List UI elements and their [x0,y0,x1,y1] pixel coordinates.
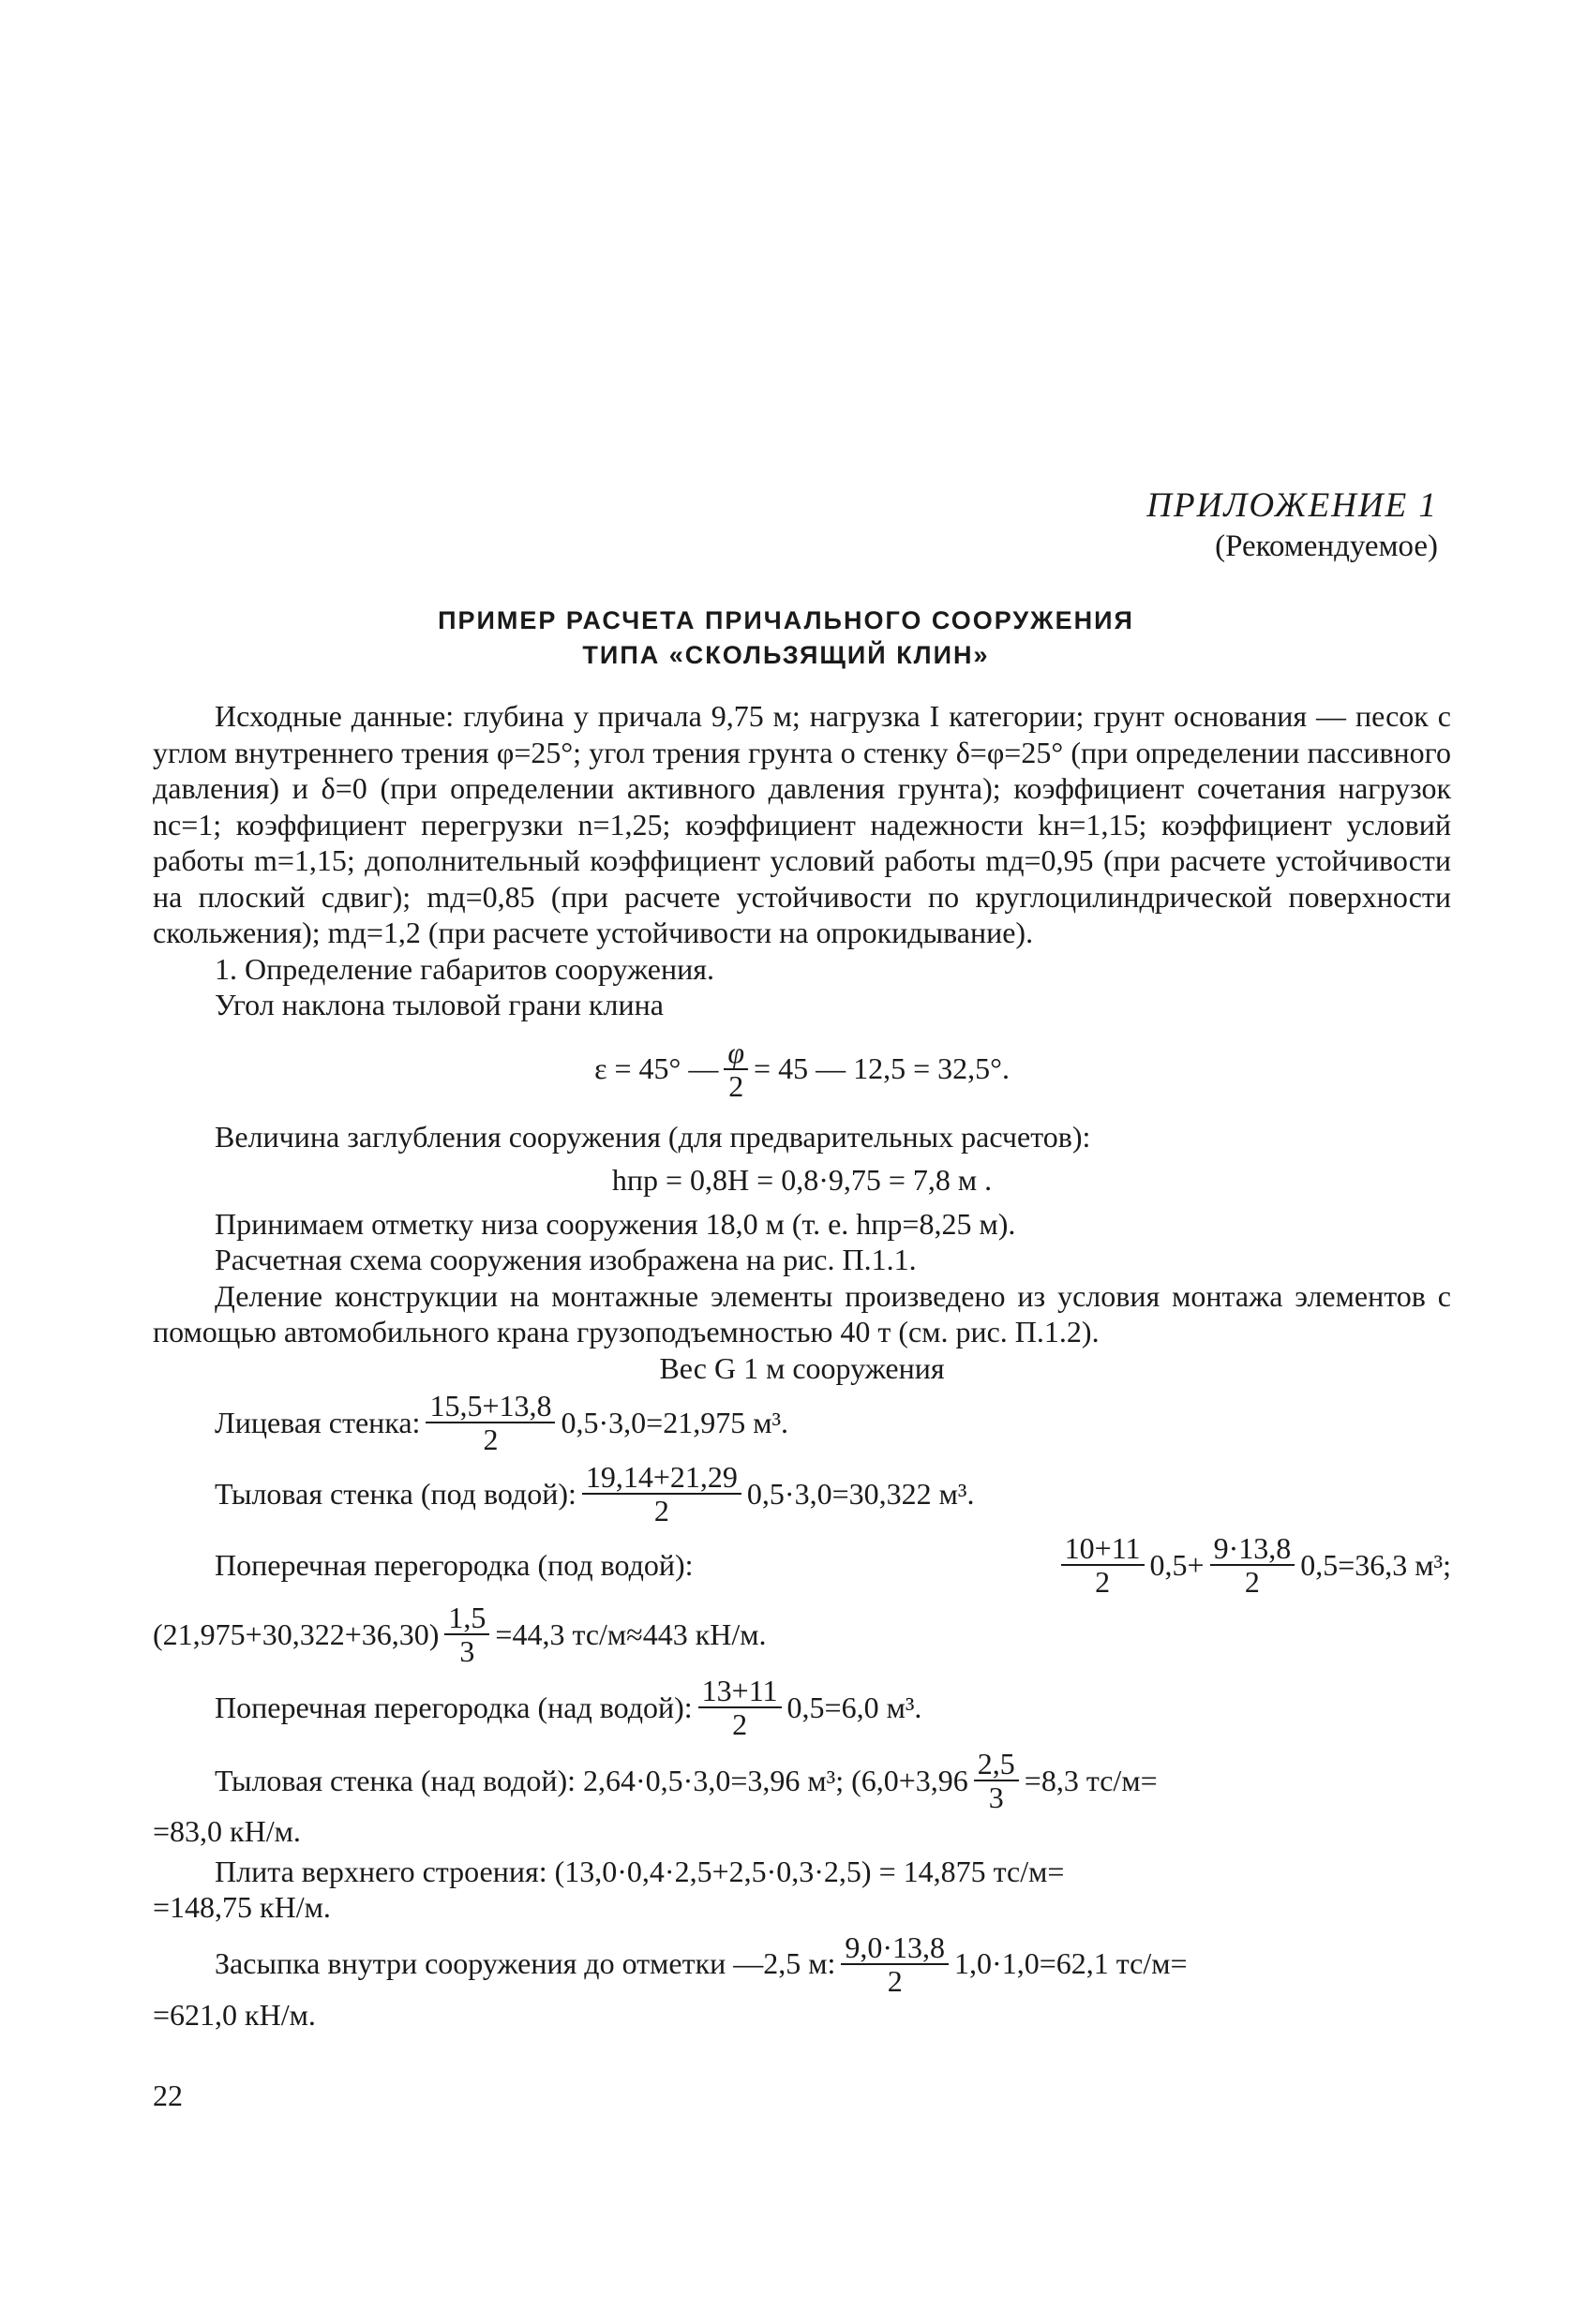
document-body [153,698,1451,2033]
partition-under-mid: 0,5+ [1149,1547,1205,1582]
sum-lead: (21,975+30,322+36,30) [153,1616,440,1651]
partition-over-label: Поперечная перегородка (над водой): [215,1690,693,1724]
rear-wall-over-den: 3 [988,1780,1004,1814]
partition-over-fraction [698,1675,782,1740]
front-wall-label: Лицевая стенка: [215,1405,421,1439]
rear-wall-under-label: Тыловая стенка (под водой): [215,1476,576,1511]
partition-under-row [215,1532,1451,1598]
rear-wall-under-tail: 0,5·3,0=30,322 м³. [746,1476,975,1511]
partition-under-num-1: 10+11 [1061,1532,1145,1566]
sum-fraction [444,1601,489,1667]
appendix-block [1146,485,1438,566]
sum-den: 3 [459,1634,475,1668]
depth-text: Величина заглубления сооружения (для предварительных расчетов): [215,1119,1091,1154]
section-1-title: 1. Определение габаритов сооружения. [215,951,714,986]
partition-under-tail: 0,5=36,3 м³; [1300,1547,1451,1582]
partition-over-tail: 0,5=6,0 м³. [786,1690,922,1724]
partition-over-row [215,1675,1451,1740]
partition-under-num-2: 9·13,8 [1210,1532,1295,1566]
epsilon-numerator: φ [724,1036,748,1070]
rear-wall-under-num: 19,14+21,29 [582,1461,741,1495]
backfill-row [215,1931,1451,1997]
rear-wall-over-num: 2,5 [974,1748,1019,1781]
front-wall-row [215,1390,1451,1455]
division-text: Деление конструкции на монтажные элементы произведено из условия монтажа элементов с помощью автомобильного крана грузоподъемностью 40 т (см. рис. П.1.2). [153,1278,1451,1348]
front-wall-fraction [426,1390,555,1455]
epsilon-formula [153,1036,1451,1102]
intro-paragraph: Исходные данные: глубина у причала 9,75 м; нагрузка I категории; грунт основания — песок с углом внутреннего трения φ=25°; угол трения грунта о стенку δ=φ=25° (при определении пассивного давления) и δ=0 (при определении активного давления грунта); коэффициент сочетания нагрузок nс=1; коэффициент перегрузки n=1,25; коэффициент надежности kн=1,15; коэффициент условий работы m=1,15; дополнительный коэффициент условий работы mд=0,95 (при расчете устойчивости на плоский сдвиг); mд=0,85 (при расчете устойчивости по круглоцилиндрической поверхности скольжения); mд=1,2 (при расчете устойчивости на опрокидывание). [153,699,1451,949]
appendix-note: (Рекомендуемое) [1215,529,1438,563]
front-wall-tail: 0,5·3,0=21,975 м³. [561,1405,789,1439]
h-formula: hпр = 0,8H = 0,8·9,75 = 7,8 м . [611,1163,993,1197]
heading-line-1: ПРИМЕР РАСЧЕТА ПРИЧАЛЬНОГО СООРУЖЕНИЯ [438,606,1134,634]
top-slab-next: =148,75 кН/м. [153,1890,331,1924]
backfill-label: Засыпка внутри сооружения до отметки —2,5 м: [215,1946,836,1981]
epsilon-denominator: 2 [728,1068,744,1103]
rear-wall-over-label: Тыловая стенка (над водой): 2,64·0,5·3,0=3,96 м³; (6,0+3,96 [215,1763,968,1797]
rear-wall-under-row [215,1461,1451,1527]
page-number: 22 [153,2078,183,2112]
rear-wall-over-row [215,1748,1451,1813]
partition-over-den: 2 [732,1707,748,1741]
rear-wall-over-tail: =8,3 тс/м= [1024,1763,1158,1797]
partition-under-den-1: 2 [1095,1565,1111,1599]
weight-heading: Вес G 1 м сооружения [659,1350,945,1385]
sum-tail: =44,3 тс/м≈443 кН/м. [495,1616,767,1651]
accept-text: Принимаем отметку низа сооружения 18,0 м (т. е. hпр=8,25 м). [215,1206,1016,1241]
partition-over-num: 13+11 [698,1675,782,1708]
epsilon-left: ε = 45° — [594,1051,719,1086]
front-wall-den: 2 [483,1423,499,1456]
rear-wall-over-fraction [974,1748,1019,1813]
backfill-den: 2 [887,1963,903,1998]
backfill-num: 9,0·13,8 [841,1931,949,1965]
sum-row [153,1601,1451,1667]
backfill-next: =621,0 кН/м. [153,1997,316,2032]
rear-wall-over-next: =83,0 кН/м. [153,1814,301,1848]
sum-num: 1,5 [444,1601,489,1635]
angle-text: Угол наклона тыловой грани клина [215,988,664,1021]
appendix-title: ПРИЛОЖЕНИЕ 1 [1146,486,1438,525]
top-slab-label: Плита верхнего строения: (13,0·0,4·2,5+2,5·0,3·2,5) = 14,875 тс/м= [215,1854,1065,1888]
epsilon-fraction [724,1036,748,1102]
partition-under-fraction-1 [1061,1532,1145,1598]
partition-under-label: Поперечная перегородка (под водой): [215,1547,694,1582]
partition-under-den-2: 2 [1244,1565,1260,1599]
backfill-fraction [841,1931,949,1997]
scheme-text: Расчетная схема сооружения изображена на рис. П.1.1. [215,1243,917,1276]
backfill-tail: 1,0·1,0=62,1 тс/м= [954,1946,1188,1981]
partition-under-fraction-2 [1210,1532,1295,1598]
rear-wall-under-den: 2 [653,1494,669,1527]
front-wall-num: 15,5+13,8 [426,1390,555,1423]
epsilon-right: = 45 — 12,5 = 32,5°. [754,1051,1010,1086]
rear-wall-under-fraction [582,1461,741,1527]
heading-line-2: ТИПА «СКОЛЬЗЯЩИЙ КЛИН» [582,641,990,669]
section-heading [0,603,1572,673]
